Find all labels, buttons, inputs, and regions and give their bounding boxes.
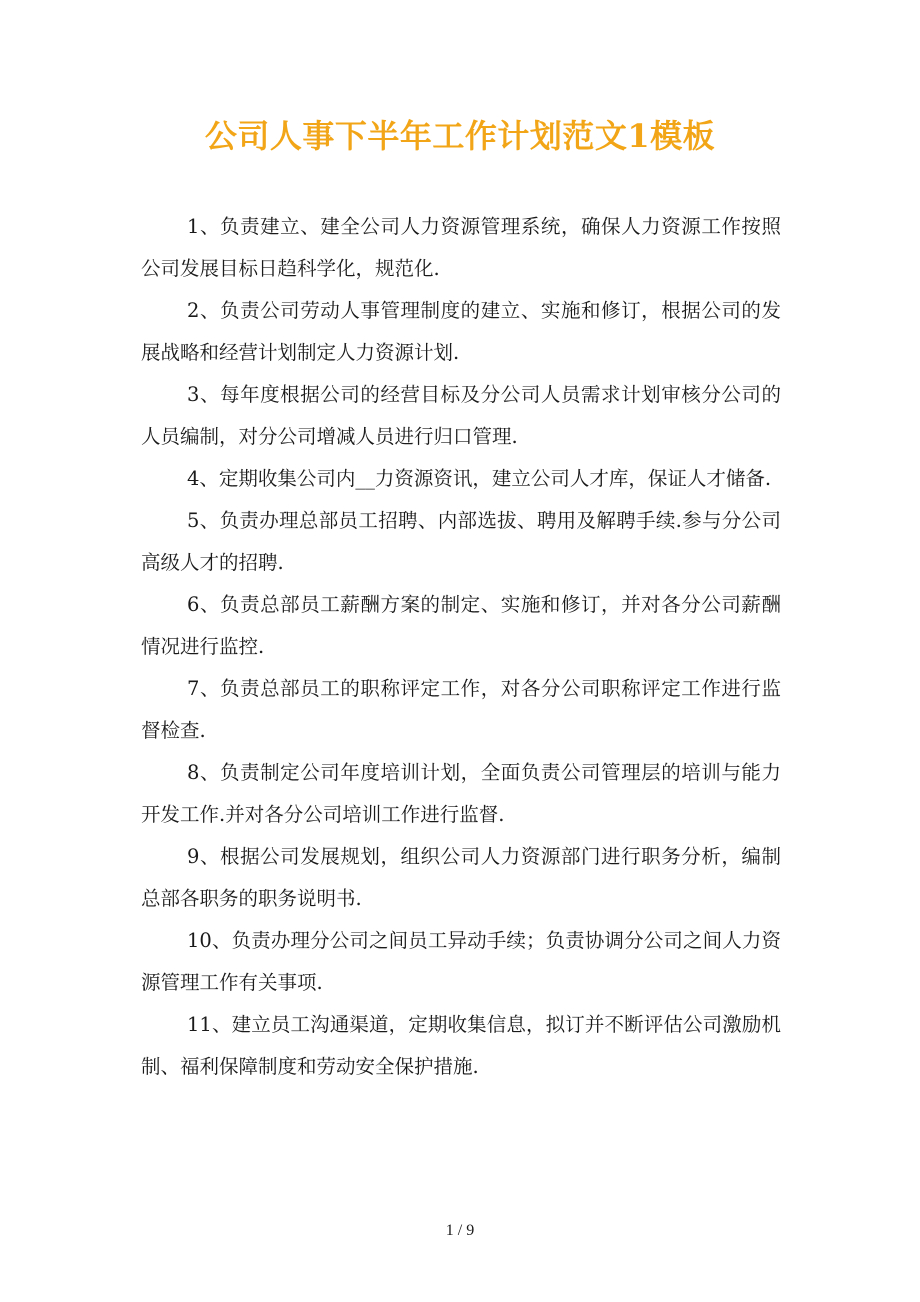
paragraph-8: 8、负责制定公司年度培训计划，全面负责公司管理层的培训与能力开发工作.并对各分公司培训工作进行监督.: [141, 761, 781, 826]
paragraph-4: 4、定期收集公司内__力资源资讯，建立公司人才库，保证人才储备.: [187, 467, 772, 490]
paragraph-6: 6、负责总部员工薪酬方案的制定、实施和修订，并对各分公司薪酬情况进行监控.: [141, 593, 781, 658]
page-number: 1 / 9: [445, 1222, 475, 1239]
paragraph-11: 11、建立员工沟通渠道，定期收集信息，拟订并不断评估公司激励机制、福利保障制度和劳动安全保护措施.: [141, 1013, 781, 1078]
paragraph-1: 1、负责建立、建全公司人力资源管理系统，确保人力资源工作按照公司发展目标日趋科学化，规范化.: [141, 215, 781, 280]
paragraph-10: 10、负责办理分公司之间员工异动手续；负责协调分公司之间人力资源管理工作有关事项.: [141, 929, 781, 994]
paragraph-9: 9、根据公司发展规划，组织公司人力资源部门进行职务分析，编制总部各职务的职务说明书.: [141, 845, 781, 910]
paragraph-7: 7、负责总部员工的职称评定工作，对各分公司职称评定工作进行监督检查.: [141, 677, 781, 742]
document-body: [141, 206, 781, 1088]
paragraph-5: 5、负责办理总部员工招聘、内部选拔、聘用及解聘手续.参与分公司高级人才的招聘.: [141, 509, 781, 574]
document-title: 公司人事下半年工作计划范文1模板: [204, 117, 716, 155]
paragraph-3: 3、每年度根据公司的经营目标及分公司人员需求计划审核分公司的人员编制，对分公司增减人员进行归口管理.: [141, 383, 781, 448]
paragraph-2: 2、负责公司劳动人事管理制度的建立、实施和修订，根据公司的发展战略和经营计划制定人力资源计划.: [141, 299, 781, 364]
